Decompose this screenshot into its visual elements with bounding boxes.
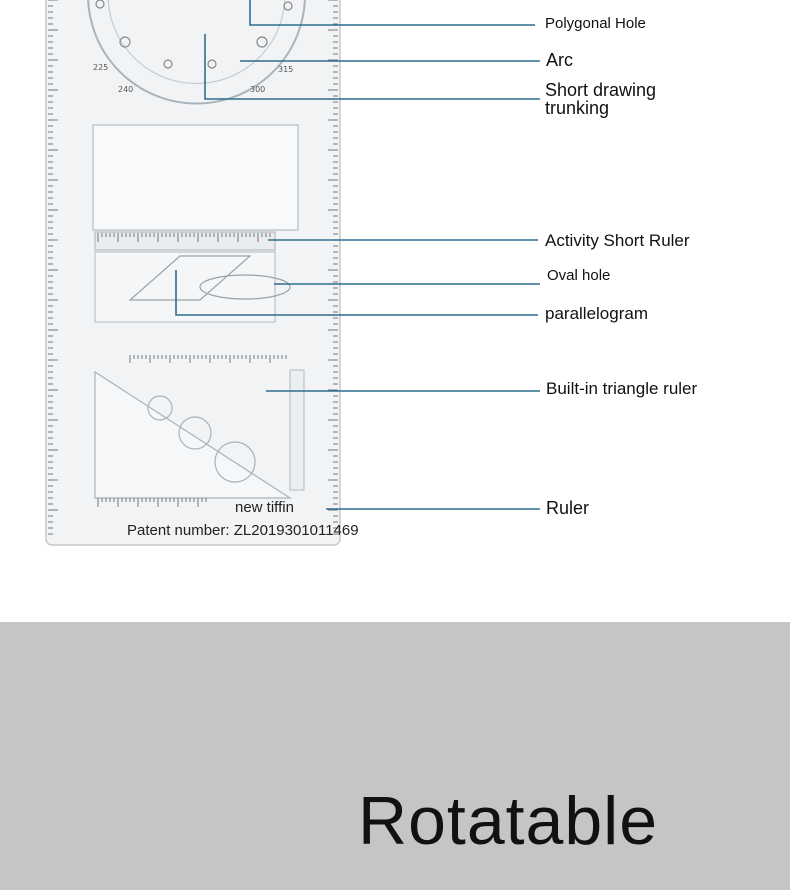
label-parallelogram: parallelogram: [545, 304, 648, 323]
label-activity-short-ruler: Activity Short Ruler: [545, 231, 690, 250]
svg-text:300: 300: [250, 85, 266, 94]
svg-text:225: 225: [93, 63, 109, 72]
brand-name: new tiffin: [235, 499, 294, 516]
rectangle-window: [93, 125, 298, 230]
parallelogram-panel: [95, 252, 275, 322]
label-polygonal-hole: Polygonal Hole: [545, 15, 646, 32]
svg-text:240: 240: [118, 85, 134, 94]
headline-title: Rotatable: [358, 783, 659, 859]
patent-number: Patent number: ZL2019301011469: [127, 522, 359, 539]
label-oval-hole: Oval hole: [547, 267, 611, 284]
label-ruler: Ruler: [546, 498, 590, 518]
label-short-trunking-line1: Short drawing: [545, 80, 657, 100]
label-arc: Arc: [546, 50, 573, 70]
svg-text:315: 315: [278, 65, 294, 74]
label-builtin-triangle-ruler: Built-in triangle ruler: [546, 379, 698, 398]
label-short-trunking-line2: trunking: [545, 98, 610, 118]
